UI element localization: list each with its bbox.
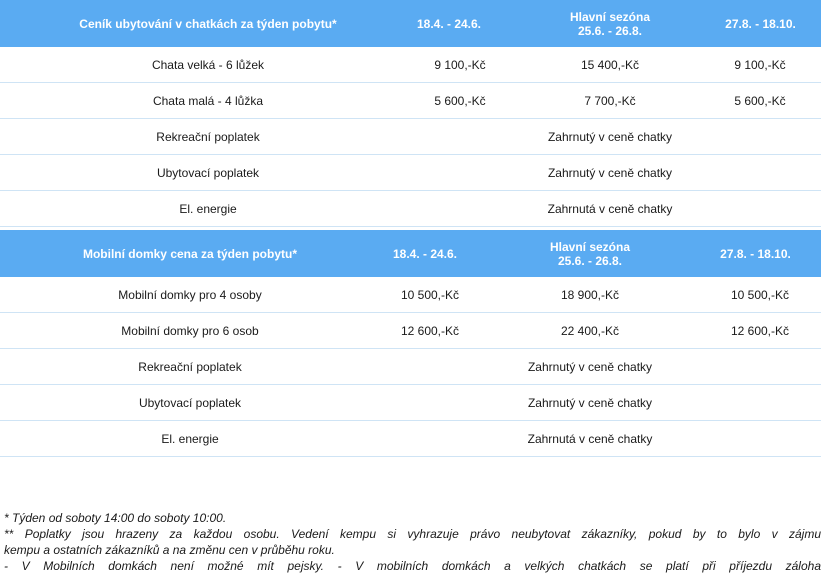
fee-value: Zahrnutý v ceně chatky bbox=[527, 395, 653, 410]
cabins-header-period-1: 18.4. - 24.6. bbox=[416, 16, 482, 31]
price-cell: 12 600,-Kč bbox=[400, 323, 460, 338]
table-row bbox=[0, 119, 821, 155]
mobile-homes-header-main-season-label: Hlavní sezóna bbox=[549, 239, 631, 254]
fee-label: El. energie bbox=[161, 431, 219, 446]
fee-label: El. energie bbox=[179, 201, 237, 216]
price-cell: 22 400,-Kč bbox=[560, 323, 620, 338]
price-cell: 12 600,-Kč bbox=[730, 323, 790, 338]
footnote-fees: ** Poplatky jsou hrazeny za každou osobu. Vedení kempu si vyhrazuje právo neubytovat zákazníky, pokud by to bylo v zájmu bbox=[4, 527, 821, 541]
footnote-fees-continued: kempu a ostatních zákazníků a na změnu cen v průběhu roku. bbox=[4, 543, 335, 557]
table-row bbox=[0, 155, 821, 191]
price-cell: 5 600,-Kč bbox=[434, 93, 486, 108]
mobile-homes-header-period-3: 27.8. - 18.10. bbox=[720, 246, 791, 261]
table-row bbox=[0, 421, 821, 457]
price-cell: 9 100,-Kč bbox=[734, 57, 786, 72]
footnote-mobile-homes: - V Mobilních domkách není možné mít pejsky. - V mobilních domkách a velkých chatkách se platí při příjezdu záloha bbox=[4, 559, 821, 573]
price-cell: 10 500,-Kč bbox=[730, 287, 790, 302]
mobile-homes-price-table bbox=[0, 230, 821, 457]
mobile-homes-header-title: Mobilní domky cena za týden pobytu* bbox=[82, 246, 298, 261]
mobile-homes-header-main-season bbox=[510, 230, 670, 277]
table-row bbox=[0, 349, 821, 385]
fee-value: Zahrnutý v ceně chatky bbox=[527, 359, 653, 374]
price-cell: 10 500,-Kč bbox=[400, 287, 460, 302]
fee-value: Zahrnutá v ceně chatky bbox=[527, 431, 653, 446]
footnote-week-definition: * Týden od soboty 14:00 do soboty 10:00. bbox=[4, 511, 227, 525]
fee-label: Ubytovací poplatek bbox=[138, 395, 242, 410]
cabins-header-main-season bbox=[530, 0, 690, 47]
fee-value: Zahrnutý v ceně chatky bbox=[547, 165, 673, 180]
row-label: Chata velká - 6 lůžek bbox=[151, 57, 265, 72]
price-cell: 9 100,-Kč bbox=[434, 57, 486, 72]
cabins-header-title: Ceník ubytování v chatkách za týden pobytu* bbox=[79, 16, 337, 31]
price-cell: 5 600,-Kč bbox=[734, 93, 786, 108]
cabins-header-main-season-dates: 25.6. - 26.8. bbox=[577, 23, 643, 38]
table-row bbox=[0, 277, 821, 313]
cabins-header-period-3: 27.8. - 18.10. bbox=[725, 16, 796, 31]
fee-label: Rekreační poplatek bbox=[156, 129, 260, 144]
mobile-homes-header-main-season-dates: 25.6. - 26.8. bbox=[557, 253, 623, 268]
cabins-header-main-season-label: Hlavní sezóna bbox=[569, 9, 651, 24]
cabins-price-table bbox=[0, 0, 821, 227]
fee-label: Rekreační poplatek bbox=[138, 359, 242, 374]
row-label: Chata malá - 4 lůžka bbox=[152, 93, 264, 108]
mobile-homes-header-row bbox=[0, 230, 821, 277]
row-label: Mobilní domky pro 6 osob bbox=[121, 323, 259, 338]
table-row bbox=[0, 47, 821, 83]
fee-value: Zahrnutá v ceně chatky bbox=[547, 201, 673, 216]
table-row bbox=[0, 385, 821, 421]
footnotes bbox=[4, 510, 821, 574]
fee-label: Ubytovací poplatek bbox=[156, 165, 260, 180]
price-cell: 7 700,-Kč bbox=[584, 93, 636, 108]
cabins-header-row bbox=[0, 0, 821, 47]
mobile-homes-header-period-1: 18.4. - 24.6. bbox=[392, 246, 458, 261]
table-row bbox=[0, 313, 821, 349]
table-row bbox=[0, 191, 821, 227]
row-label: Mobilní domky pro 4 osoby bbox=[118, 287, 262, 302]
price-cell: 15 400,-Kč bbox=[580, 57, 640, 72]
fee-value: Zahrnutý v ceně chatky bbox=[547, 129, 673, 144]
price-cell: 18 900,-Kč bbox=[560, 287, 620, 302]
table-row bbox=[0, 83, 821, 119]
